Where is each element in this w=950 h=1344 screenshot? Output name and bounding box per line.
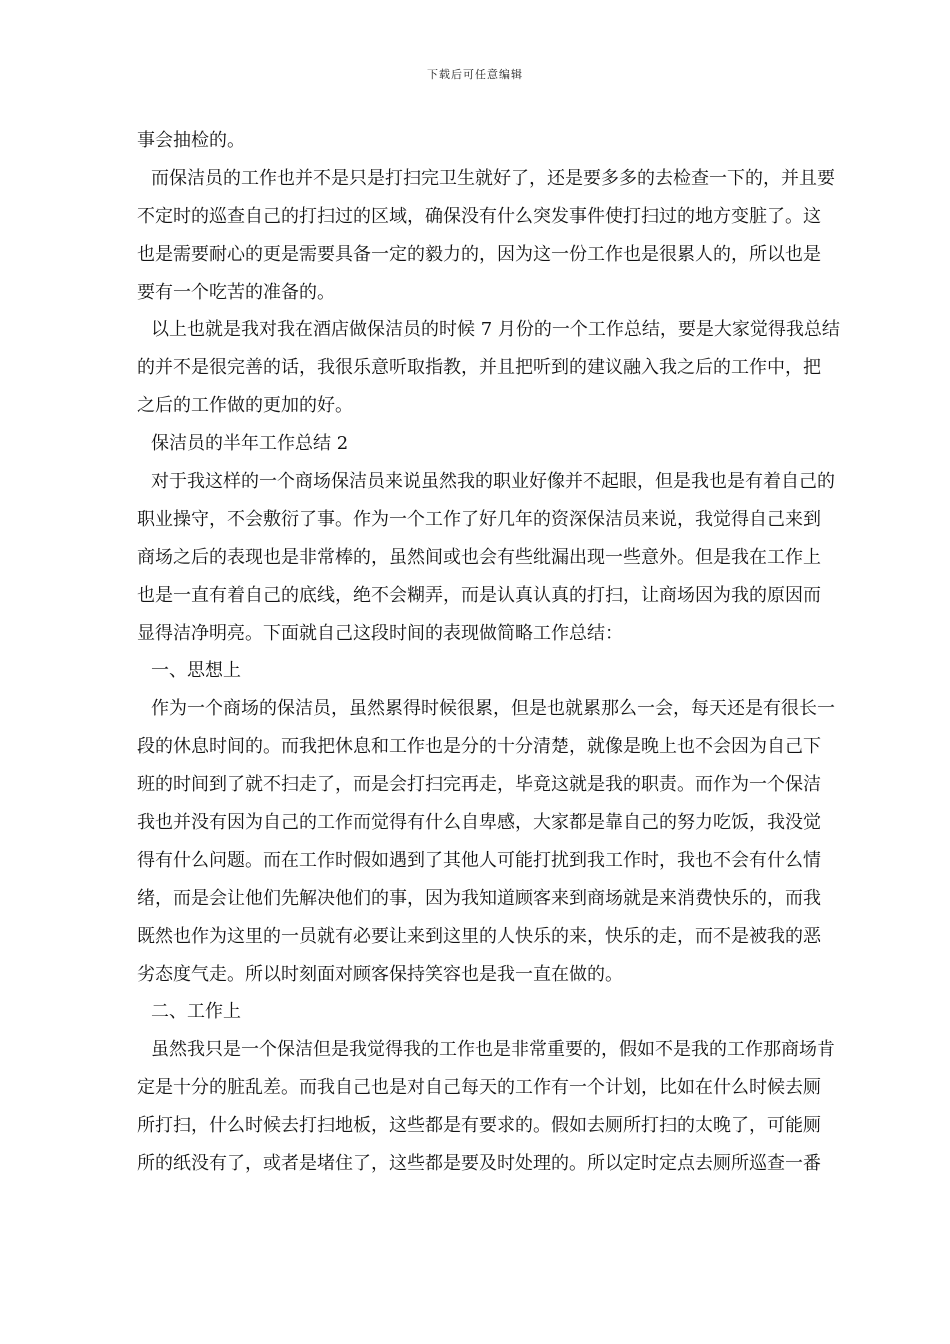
text-line: 要有一个吃苦的准备的。 bbox=[137, 281, 335, 303]
text-line: 以上也就是我对我在酒店做保洁员的时候 7 月份的一个工作总结，要是大家觉得我总结 bbox=[151, 319, 840, 341]
text-line: 对于我这样的一个商场保洁员来说虽然我的职业好像并不起眼，但是我也是有着自己的 bbox=[151, 471, 835, 493]
text-line: 班的时间到了就不扫走了，而是会打扫完再走，毕竟这就是我的职责。而作为一个保洁 bbox=[137, 774, 821, 796]
text-line: 而保洁员的工作也并不是只是打扫完卫生就好了，还是要多多的去检查一下的，并且要 bbox=[151, 167, 835, 189]
text-line: 也是一直有着自己的底线，绝不会糊弄，而是认真认真的打扫，让商场因为我的原因而 bbox=[137, 584, 821, 606]
text-line: 我也并没有因为自己的工作而觉得有什么自卑感，大家都是靠自己的努力吃饭，我没觉 bbox=[137, 812, 821, 834]
text-line: 保洁员的半年工作总结 2 bbox=[151, 433, 349, 455]
text-line: 之后的工作做的更加的好。 bbox=[137, 395, 353, 417]
text-line: 作为一个商场的保洁员，虽然累得时候很累，但是也就累那么一会，每天还是有很长一 bbox=[151, 698, 835, 720]
page-header: 下载后可任意编辑 bbox=[427, 68, 523, 81]
text-line: 所的纸没有了，或者是堵住了，这些都是要及时处理的。所以定时定点去厕所巡查一番 bbox=[137, 1153, 821, 1175]
text-line: 一、思想上 bbox=[151, 660, 241, 682]
text-line: 虽然我只是一个保洁但是我觉得我的工作也是非常重要的，假如不是我的工作那商场肯 bbox=[151, 1039, 835, 1061]
text-line: 事会抽检的。 bbox=[137, 130, 245, 151]
text-line: 也是需要耐心的更是需要具备一定的毅力的，因为这一份工作也是很累人的，所以也是 bbox=[137, 243, 821, 265]
text-line: 显得洁净明亮。下面就自己这段时间的表现做简略工作总结： bbox=[137, 622, 623, 644]
text-line: 的并不是很完善的话，我很乐意听取指教，并且把听到的建议融入我之后的工作中，把 bbox=[137, 357, 821, 379]
text-line: 商场之后的表现也是非常棒的，虽然间或也会有些纰漏出现一些意外。但是我在工作上 bbox=[137, 546, 821, 568]
text-line: 劣态度气走。所以时刻面对顾客保持笑容也是我一直在做的。 bbox=[137, 963, 623, 985]
document-body bbox=[137, 122, 883, 1183]
text-line: 绪，而是会让他们先解决他们的事，因为我知道顾客来到商场就是来消费快乐的，而我 bbox=[137, 887, 821, 909]
text-line: 定是十分的脏乱差。而我自己也是对自己每天的工作有一个计划，比如在什么时候去厕 bbox=[137, 1077, 821, 1099]
text-line: 既然也作为这里的一员就有必要让来到这里的人快乐的来，快乐的走，而不是被我的恶 bbox=[137, 925, 821, 947]
text-line: 得有什么问题。而在工作时假如遇到了其他人可能打扰到我工作时，我也不会有什么情 bbox=[137, 849, 821, 871]
text-line: 二、工作上 bbox=[151, 1001, 241, 1023]
text-line: 所打扫，什么时候去打扫地板，这些都是有要求的。假如去厕所打扫的太晚了，可能厕 bbox=[137, 1115, 821, 1137]
text-line: 不定时的巡查自己的打扫过的区域，确保没有什么突发事件使打扫过的地方变脏了。这 bbox=[137, 205, 821, 227]
text-line: 段的休息时间的。而我把休息和工作也是分的十分清楚，就像是晚上也不会因为自己下 bbox=[137, 736, 821, 758]
text-line: 职业操守，不会敷衍了事。作为一个工作了好几年的资深保洁员来说，我觉得自己来到 bbox=[137, 508, 821, 530]
